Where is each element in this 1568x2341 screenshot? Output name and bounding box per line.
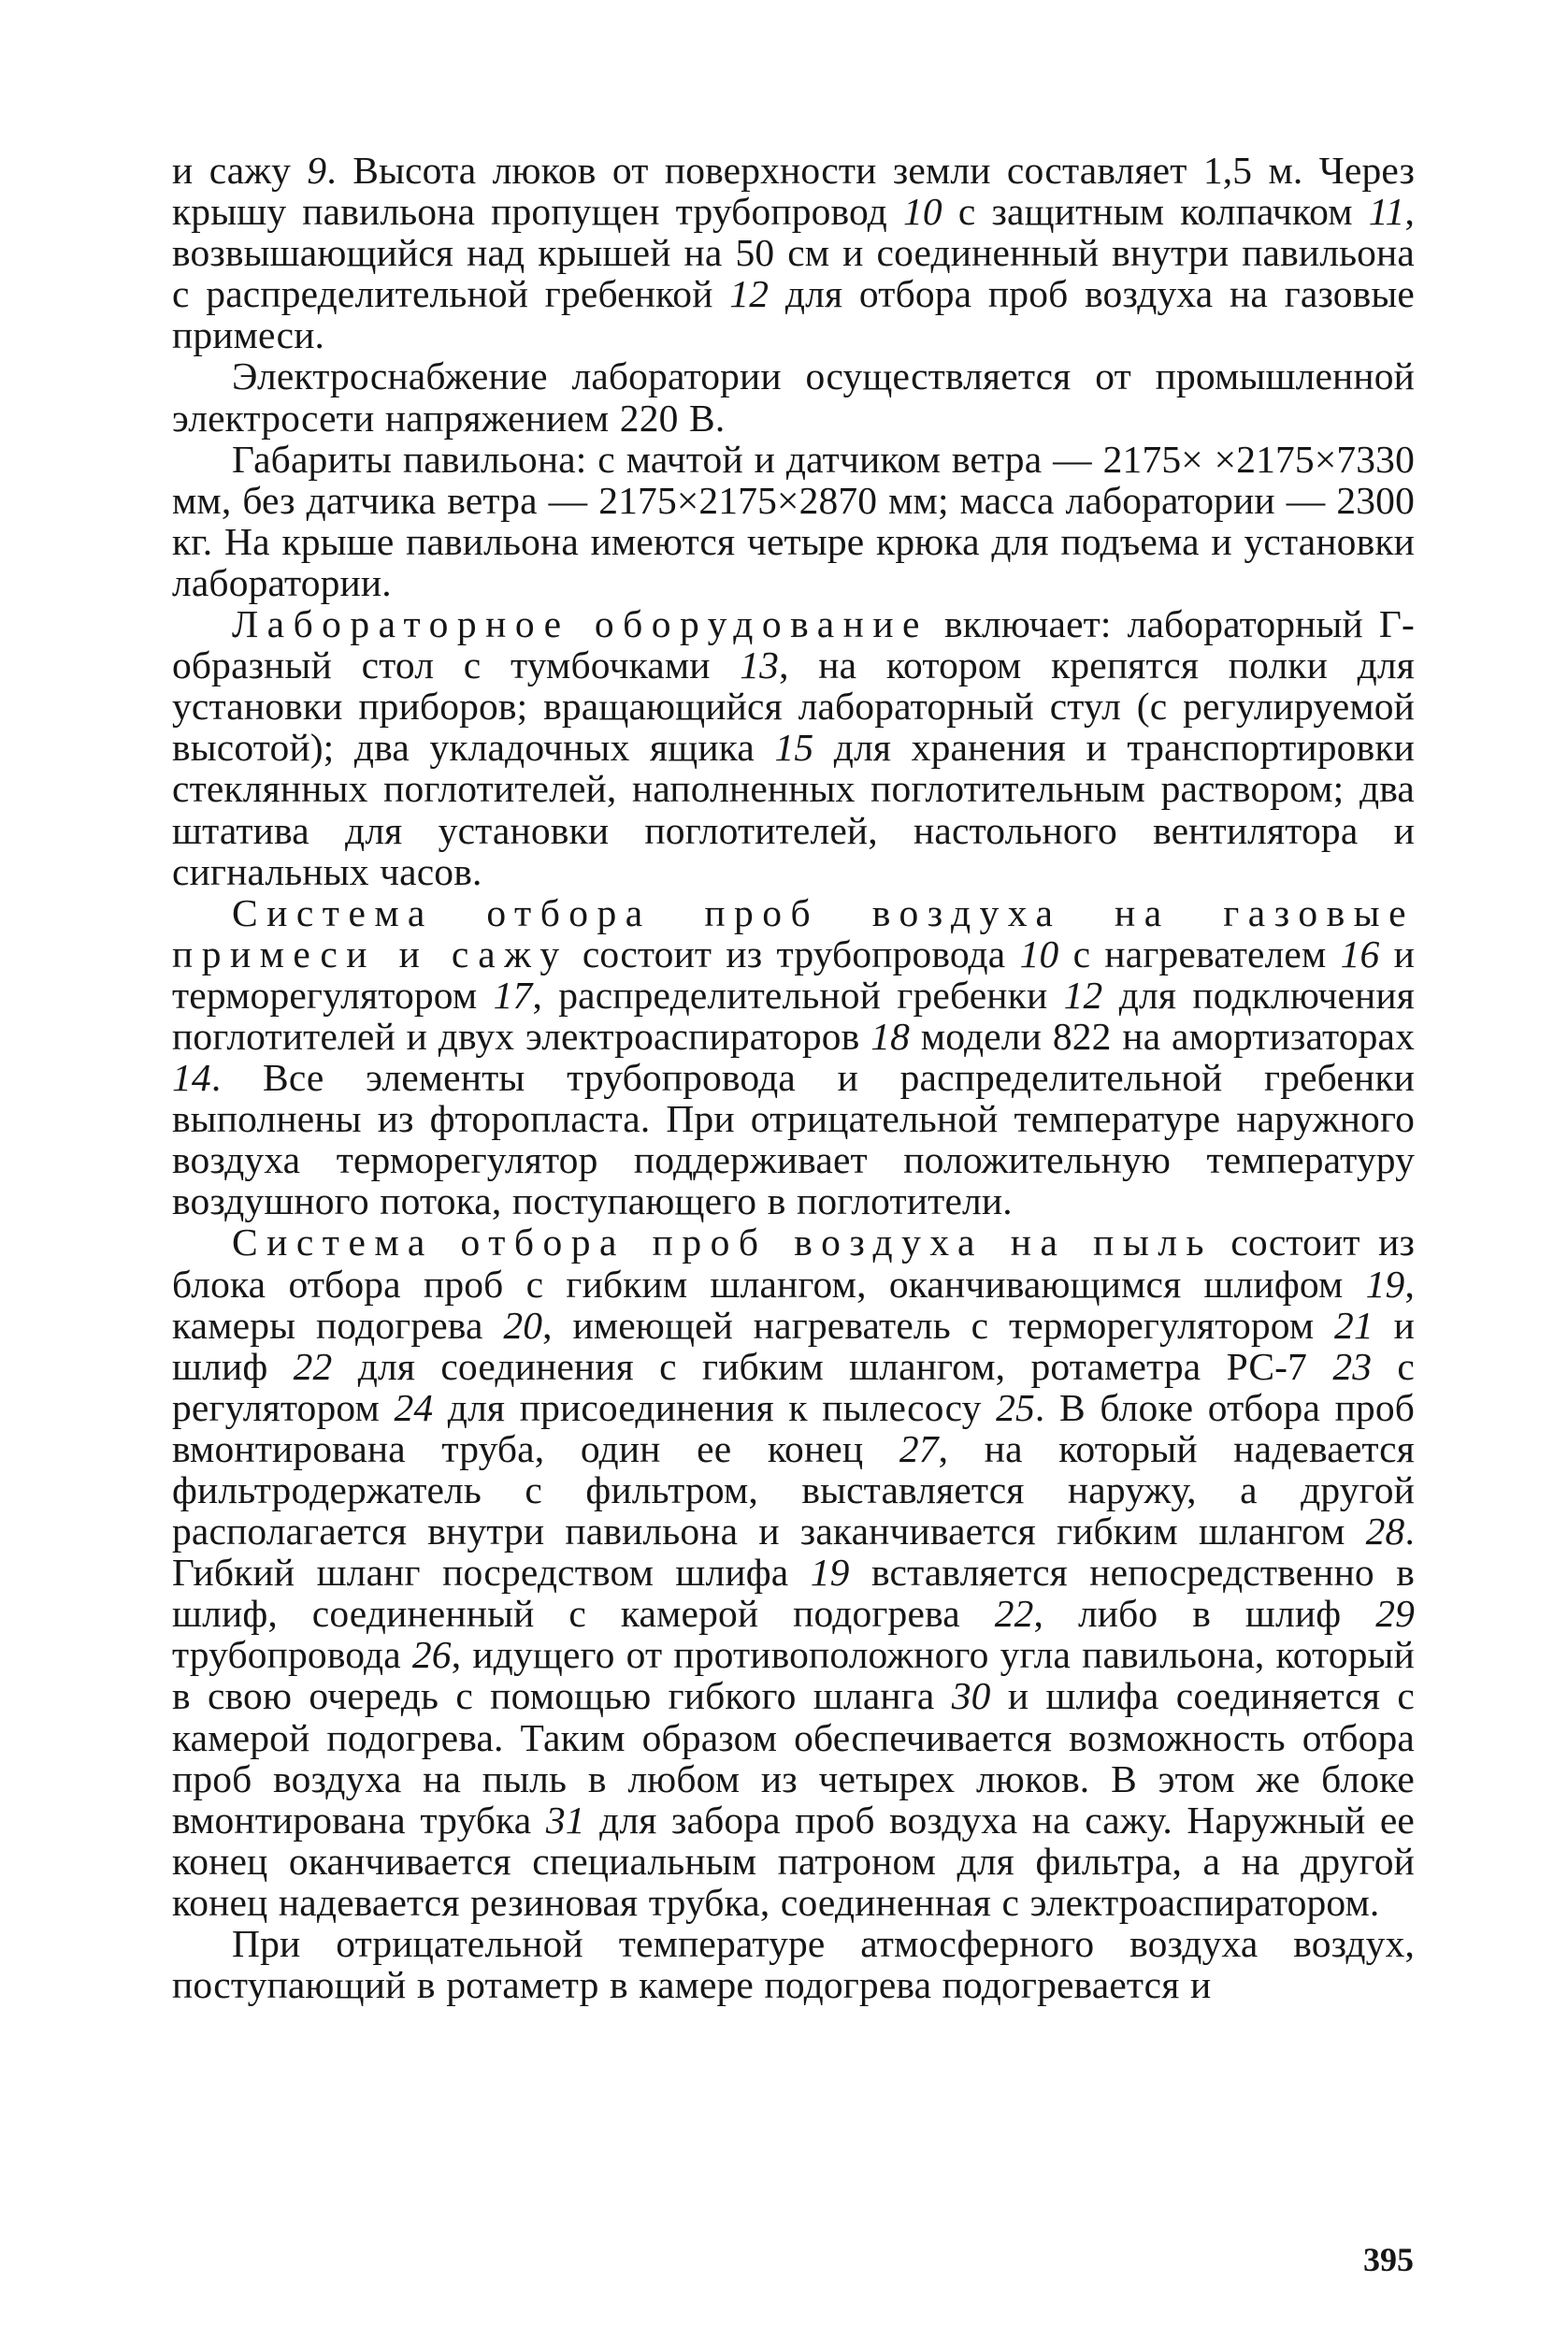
figure-reference-number: 23 — [1332, 1344, 1373, 1388]
section-lead-term: Лабораторное оборудование — [232, 602, 928, 646]
text-run: , либо в шлиф — [1033, 1592, 1376, 1636]
text-run: , распределительной гребенки — [532, 973, 1064, 1017]
text-run: состоит из трубопровода — [568, 932, 1020, 975]
text-run: трубопровода — [172, 1633, 412, 1677]
section-lead-term: Система отбора проб воздуха на пыль — [232, 1221, 1213, 1264]
paragraph-4 — [172, 603, 1415, 892]
figure-reference-number: 18 — [870, 1014, 911, 1058]
text-run: . Гибкий шланг посредством шлифа — [172, 1510, 1415, 1595]
text-run: включает: лабораторный Г-образный стол с тумбочками — [172, 602, 1415, 687]
text-run: модели 822 на амортизаторах — [910, 1014, 1415, 1058]
section-lead-term: Система отбора проб воздуха на газовые примеси и сажу — [172, 890, 1415, 975]
text-run: с защитным колпачком — [942, 190, 1369, 234]
text-run: При отрицательной температуре атмосферного воздуха воздух, поступающий в ротаметр в камере подогрева подогревается и — [172, 1922, 1415, 2007]
paragraph-6 — [172, 1221, 1415, 1923]
figure-reference-number: 11 — [1368, 190, 1405, 234]
text-run: с регулятором — [172, 1344, 1415, 1429]
text-run: , идущего от противоположного угла павильона, который в свою очередь с помощью гибкого шланга — [172, 1633, 1415, 1718]
text-run: Электроснабжение лаборатории осуществляется от промышленной электросети напряжением 220 В. — [172, 354, 1415, 440]
text-run: и терморегулятором — [172, 932, 1415, 1017]
figure-reference-number: 22 — [994, 1592, 1034, 1636]
text-run: , камеры подогрева — [172, 1262, 1415, 1347]
text-run: для хранения и транспортировки стеклянных поглотителей, наполненных поглотительным раствором; два штатива для установки поглотителей, настольного вентилятора и сигнальных часов. — [172, 726, 1415, 893]
figure-reference-number: 19 — [810, 1551, 850, 1595]
figure-reference-number: 12 — [1063, 973, 1103, 1017]
figure-reference-number: 25 — [996, 1385, 1035, 1429]
text-run: и шлифа соединяется с камерой подогрева. Таким образом обеспечивается возможность отбора проб воздуха на пыль в любом из четырех люков. В этом же блоке вмонтирована трубка — [172, 1674, 1415, 1842]
figure-reference-number: 10 — [903, 190, 942, 234]
figure-reference-number: 26 — [411, 1633, 452, 1677]
figure-reference-number: 16 — [1340, 932, 1380, 975]
text-run: , на котором крепятся полки для установки приборов; вращающийся лабораторный стул (с регулируемой высотой); два укладочных ящика — [172, 643, 1415, 770]
figure-reference-number: 14 — [172, 1056, 211, 1100]
text-run: , возвышающийся над крышей на 50 см и соединенный внутри павильона с распределительной гребенкой — [172, 190, 1415, 316]
paragraph-1 — [172, 150, 1415, 355]
figure-reference-number: 17 — [493, 973, 533, 1017]
figure-reference-number: 29 — [1375, 1592, 1415, 1636]
text-run: состоит из блока отбора проб с гибким шлангом, оканчивающимся шлифом — [172, 1221, 1415, 1306]
text-run: для забора проб воздуха на сажу. Наружный ее конец оканчивается специальным патроном для фильтра, а на другой конец надевается резиновая трубка, соединенная с электроаспиратором. — [172, 1798, 1415, 1924]
text-run: и сажу — [172, 149, 308, 192]
text-run: . Высота люков от поверхности земли составляет 1,5 м. Через крышу павильона пропущен трубопровод — [172, 149, 1416, 234]
paragraph-3 — [172, 439, 1415, 603]
figure-reference-number: 27 — [899, 1426, 939, 1470]
text-run: вставляется непосредственно в шлиф, соединенный с камерой подогрева — [172, 1551, 1415, 1636]
text-run: для отбора проб воздуха на газовые примеси. — [172, 272, 1415, 357]
text-run: Габариты павильона: с мачтой и датчиком ветра — 2175× ×2175×7330 мм, без датчика ветра — 2175×2175×2870 мм; масса лаборатории — 2300 кг. На крыше павильона имеются четыре крюка для подъема и установки лаборатории. — [172, 437, 1415, 604]
text-run: . Все элементы трубопровода и распределительной гребенки выполнены из фторопласта. При отрицательной температуре наружного воздуха терморегулятор поддерживает положительную температуру воздушного потока, поступающего в поглотители. — [172, 1056, 1415, 1223]
text-run: , имеющей нагреватель с терморегулятором — [542, 1303, 1335, 1347]
paragraph-5 — [172, 892, 1415, 1222]
text-run: для присоединения к пылесосу — [433, 1385, 997, 1429]
figure-reference-number: 28 — [1365, 1510, 1405, 1553]
body-text — [172, 150, 1415, 2005]
figure-reference-number: 12 — [729, 272, 770, 316]
text-run: , на который надевается фильтродержатель с фильтром, выставляется наружу, а другой располагается внутри павильона и заканчивается гибким шлангом — [172, 1426, 1415, 1553]
text-run: и шлиф — [172, 1303, 1415, 1388]
figure-reference-number: 13 — [740, 643, 780, 687]
text-run: . В блоке отбора проб вмонтирована труба, один ее конец — [172, 1385, 1415, 1470]
text-run: для соединения с гибким шлангом, ротаметра РС-7 — [332, 1344, 1333, 1388]
figure-reference-number: 15 — [774, 726, 814, 770]
figure-reference-number: 21 — [1334, 1303, 1374, 1347]
figure-reference-number: 30 — [951, 1674, 991, 1718]
page-number: 395 — [1363, 2241, 1414, 2278]
figure-reference-number: 31 — [545, 1798, 585, 1842]
paragraph-2 — [172, 355, 1415, 438]
paragraph-7 — [172, 1923, 1415, 2005]
figure-reference-number: 9 — [307, 149, 327, 192]
figure-reference-number: 22 — [293, 1344, 333, 1388]
figure-reference-number: 10 — [1019, 932, 1059, 975]
text-run: с нагревателем — [1058, 932, 1341, 975]
figure-reference-number: 20 — [503, 1303, 543, 1347]
figure-reference-number: 24 — [394, 1385, 434, 1429]
text-run: для подключения поглотителей и двух электроаспираторов — [172, 973, 1416, 1058]
figure-reference-number: 19 — [1365, 1262, 1405, 1306]
